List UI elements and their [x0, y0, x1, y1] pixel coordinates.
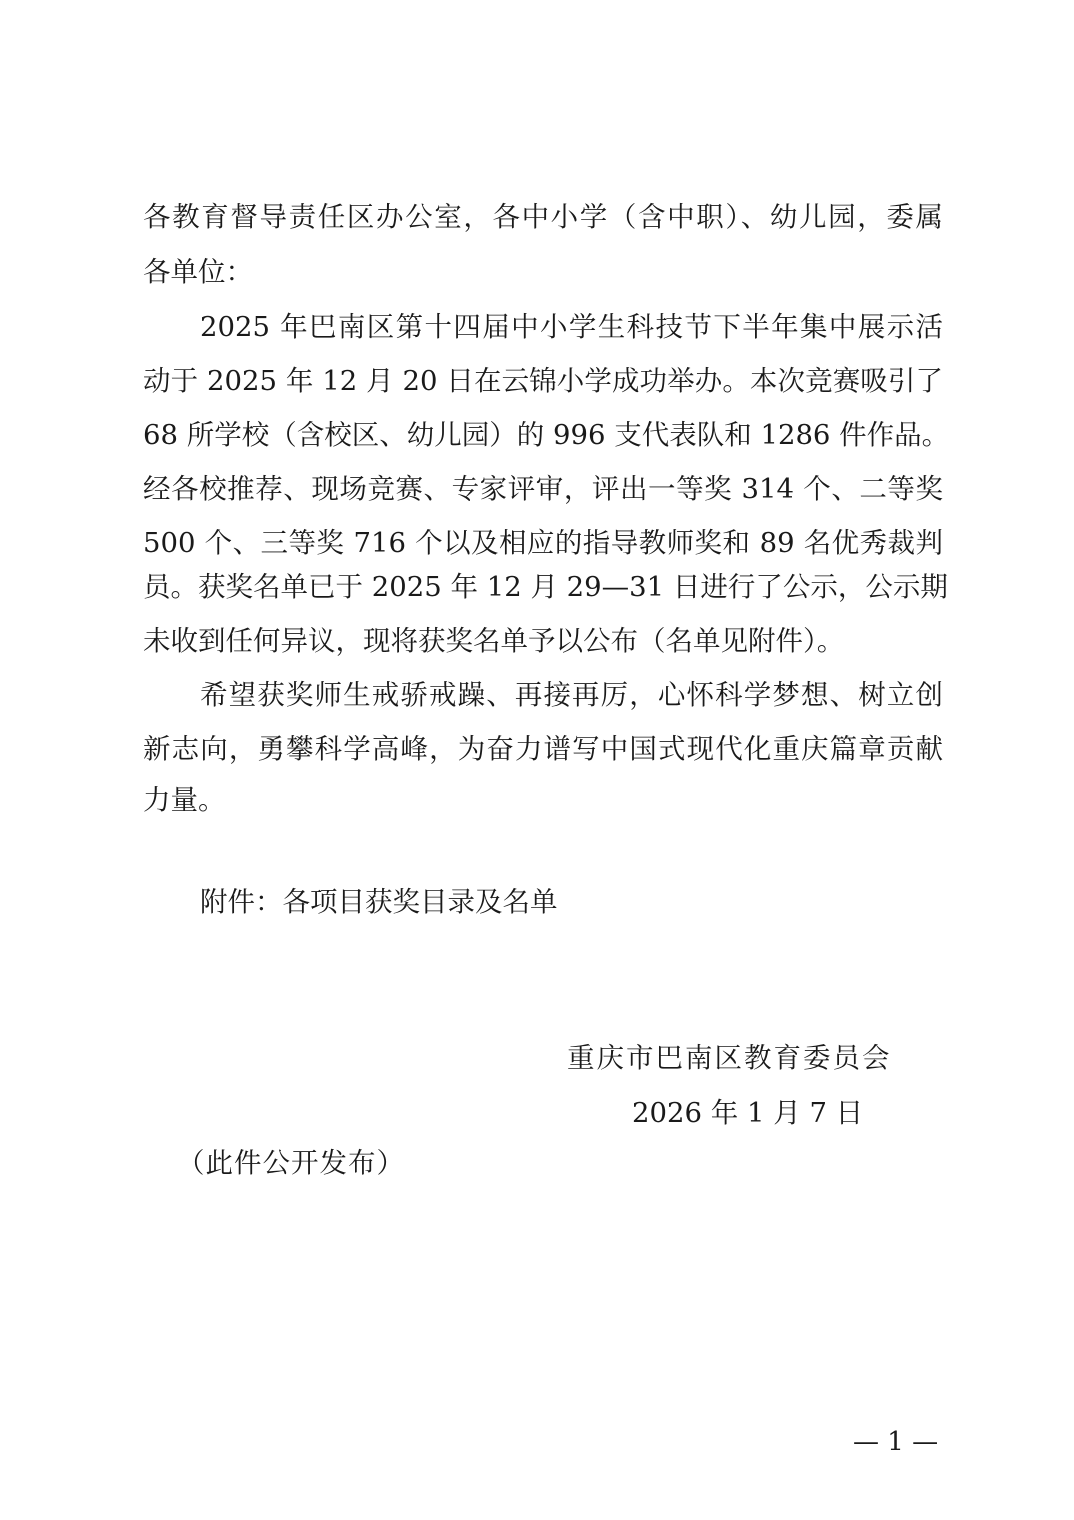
public-release-note: （此件公开发布）: [177, 1147, 405, 1179]
salutation-line-2: 各单位：: [143, 256, 253, 288]
page-number: — 1 —: [853, 1427, 939, 1457]
paragraph2-line-3: 力量。: [143, 784, 226, 816]
paragraph2-line-1: 希望获奖师生戒骄戒躁、再接再厉，心怀科学梦想、树立创: [200, 679, 943, 711]
paragraph1-line-4: 经各校推荐、现场竞赛、专家评审，评出一等奖 314 个、二等奖: [143, 473, 943, 505]
salutation-line-1: 各教育督导责任区办公室，各中小学（含中职）、幼儿园，委属: [143, 201, 943, 233]
paragraph1-line-3: 68 所学校（含校区、幼儿园）的 996 支代表队和 1286 件作品。: [143, 419, 950, 451]
paragraph2-line-2: 新志向，勇攀科学高峰，为奋力谱写中国式现代化重庆篇章贡献: [143, 733, 943, 765]
paragraph1-line-2: 动于 2025 年 12 月 20 日在云锦小学成功举办。本次竞赛吸引了: [143, 365, 943, 397]
paragraph1-line-6: 员。获奖名单已于 2025 年 12 月 29—31 日进行了公示，公示期: [143, 571, 948, 603]
paragraph1-line-7: 未收到任何异议，现将获奖名单予以公布（名单见附件）。: [143, 625, 845, 657]
signer: 重庆市巴南区教育委员会: [567, 1042, 892, 1074]
attachment-line: 附件：各项目获奖目录及名单: [200, 886, 558, 918]
issue-date: 2026 年 1 月 7 日: [632, 1097, 864, 1129]
paragraph1-line-5: 500 个、三等奖 716 个以及相应的指导教师奖和 89 名优秀裁判: [143, 527, 943, 559]
paragraph1-line-1: 2025 年巴南区第十四届中小学生科技节下半年集中展示活: [200, 311, 943, 343]
